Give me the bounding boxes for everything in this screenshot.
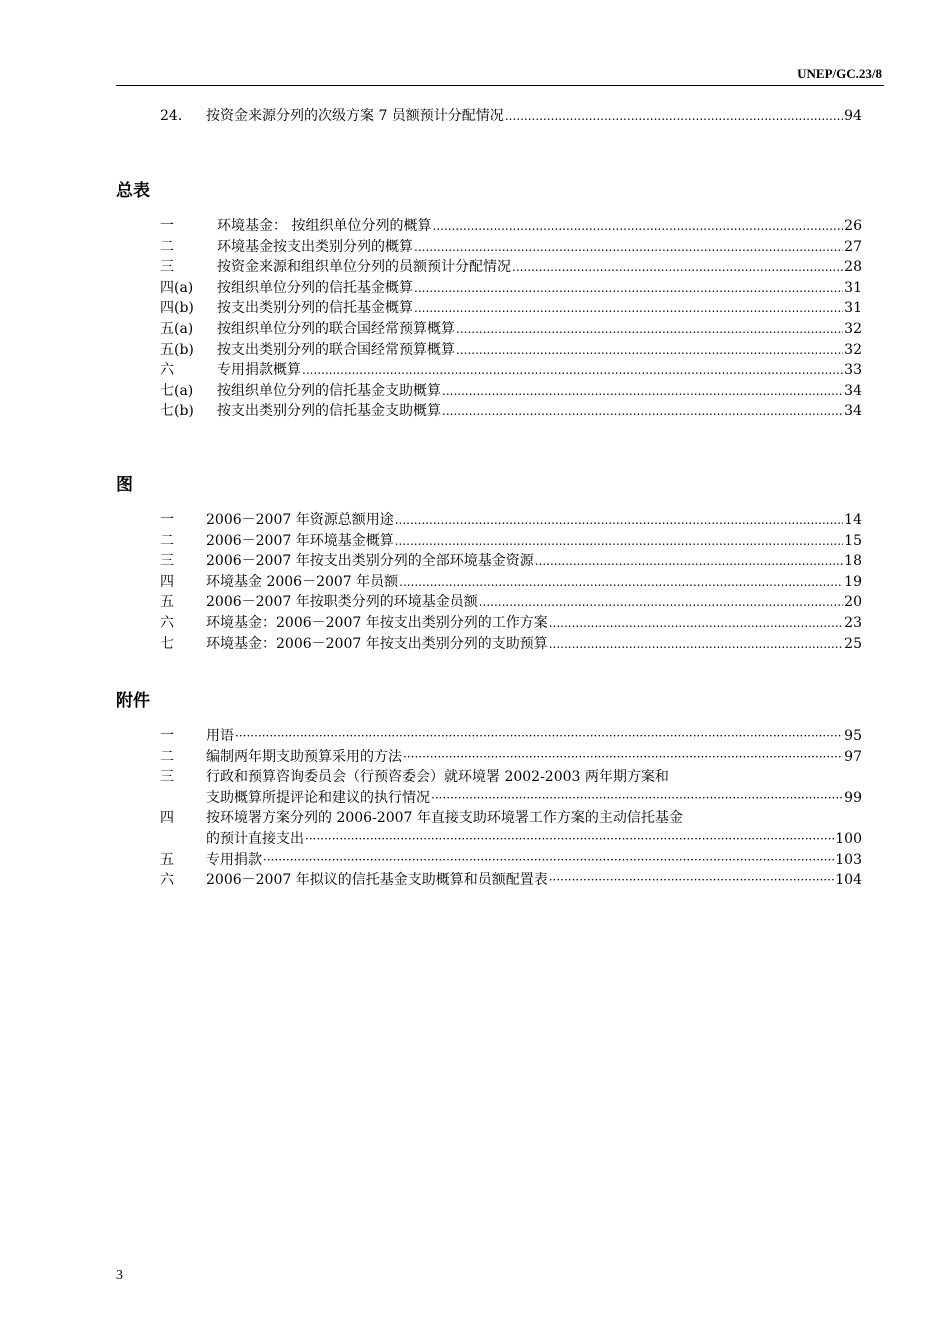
dot-leader (432, 216, 843, 237)
dot-leader (403, 747, 843, 768)
dot-leader (512, 257, 843, 278)
document-code: UNEP/GC.23/8 (797, 66, 882, 81)
dot-leader (456, 319, 843, 340)
item-title-line1: 行政和预算咨询委员会（行预咨委会）就环境署 2002-2003 两年期方案和 (206, 769, 669, 786)
list-item: 三 行政和预算咨询委员会（行预咨委会）就环境署 2002-2003 两年期方案和 (160, 767, 862, 788)
list-item: 七(a) 按组织单位分列的信托基金支助概算 ..... 34 (160, 381, 862, 402)
dot-leader (549, 613, 843, 634)
list-item: 二 编制两年期支助预算采用的方法 ····· 97 (160, 747, 862, 768)
dot-leader (305, 829, 834, 850)
item-number: 24. (160, 108, 183, 124)
list-item: 七 环境基金：2006－2007 年按支出类别分列的支助预算 ..... 25 (160, 634, 862, 655)
list-item: 一 环境基金： 按组织单位分列的概算 ..... 26 (160, 216, 862, 237)
dot-leader (302, 360, 843, 381)
dot-leader (395, 531, 843, 552)
list-item: 五 专用捐款 ····· 103 (160, 850, 862, 871)
list-item: 六 2006－2007 年拟议的信托基金支助概算和员额配置表 ····· 104 (160, 870, 862, 891)
header-rule (116, 85, 884, 86)
dot-leader (399, 572, 843, 593)
list-item-continuation: 的预计直接支出 ····· 100 (160, 829, 862, 850)
dot-leader (479, 592, 843, 613)
annexes-list (160, 726, 862, 891)
list-item: 二 2006－2007 年环境基金概算 ..... 15 (160, 531, 862, 552)
dot-leader (549, 634, 843, 655)
section-title-figures: 图 (116, 475, 133, 495)
list-item: 四(a) 按组织单位分列的信托基金概算 ..... 31 (160, 278, 862, 299)
top-entry-list (160, 106, 862, 127)
list-item: 七(b) 按支出类别分列的信托基金支助概算 ..... 34 (160, 401, 862, 422)
section-title-annexes: 附件 (116, 691, 150, 711)
dot-leader (414, 278, 843, 299)
dot-leader (395, 510, 843, 531)
list-item: 六 环境基金：2006－2007 年按支出类别分列的工作方案 ..... 23 (160, 613, 862, 634)
item-title-line1: 按环境署方案分列的 2006-2007 年直接支助环境署工作方案的主动信托基金 (206, 810, 683, 827)
dot-leader (431, 788, 843, 809)
list-item: 四(b) 按支出类别分列的信托基金概算 ..... 31 (160, 298, 862, 319)
figures-list (160, 510, 862, 654)
list-item: 一 用语 ····· 95 (160, 726, 862, 747)
item-title: 按资金来源分列的次级方案 7 员额预计分配情况 (206, 108, 504, 124)
dot-leader (456, 340, 843, 361)
list-item: 四 按环境署方案分列的 2006-2007 年直接支助环境署工作方案的主动信托基金 (160, 808, 862, 829)
dot-leader (414, 237, 843, 258)
list-item-continuation: 支助概算所提评论和建议的执行情况 ····· 99 (160, 788, 862, 809)
dot-leader (505, 106, 843, 127)
dot-leader (535, 551, 843, 572)
list-item: 三 按资金来源和组织单位分列的员额预计分配情况 ..... 28 (160, 257, 862, 278)
list-item: 二 环境基金按支出类别分列的概算 ..... 27 (160, 237, 862, 258)
dot-leader (549, 870, 835, 891)
list-item: 五 2006－2007 年按职类分列的环境基金员额 ..... 20 (160, 592, 862, 613)
summary-list (160, 216, 862, 422)
list-item: 四 环境基金 2006－2007 年员额 ..... 19 (160, 572, 862, 593)
dot-leader (442, 381, 843, 402)
list-item: 五(b) 按支出类别分列的联合国经常预算概算 ..... 32 (160, 340, 862, 361)
list-item (160, 106, 862, 127)
list-item: 三 2006－2007 年按支出类别分列的全部环境基金资源 ..... 18 (160, 551, 862, 572)
dot-leader (442, 401, 843, 422)
section-title-summary: 总表 (116, 181, 150, 201)
list-item: 一 2006－2007 年资源总额用途 ..... 14 (160, 510, 862, 531)
item-page: 94 (844, 108, 862, 124)
dot-leader (263, 850, 834, 871)
list-item: 五(a) 按组织单位分列的联合国经常预算概算 ..... 32 (160, 319, 862, 340)
page-number: 3 (116, 1268, 123, 1283)
dot-leader (235, 726, 843, 747)
list-item: 六 专用捐款概算 ..... 33 (160, 360, 862, 381)
dot-leader (414, 298, 843, 319)
